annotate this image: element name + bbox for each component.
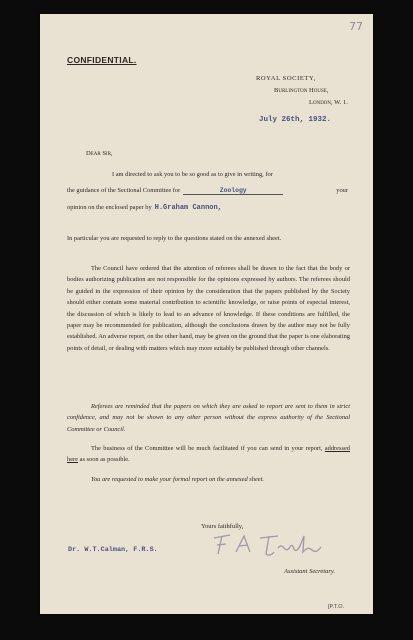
address-city: London, W. 1. (309, 99, 348, 106)
paragraph-business-end: as soon as possible. (79, 456, 130, 464)
handwritten-signature (208, 530, 338, 560)
pencil-reference-number: 77 (349, 20, 363, 33)
address-org: ROYAL SOCIETY, (256, 75, 316, 82)
author-field: H.Graham Cannon, (154, 204, 222, 212)
intro-line-3-text: opinion on the enclosed paper by (67, 204, 152, 211)
paragraph-business (67, 443, 350, 466)
paragraph-confidence: Referees are reminded that the papers on which they are asked to report are sent to them in strict confidence, and may not be shown to any other person without the express authority of the Sectional Committee or Council. (67, 403, 350, 433)
address-street: Burlington House, (274, 87, 329, 94)
intro-line-2-end: your (336, 187, 348, 194)
sender-address (256, 73, 348, 109)
signatory-title: Assistant Secretary. (284, 568, 336, 575)
confidential-heading: CONFIDENTIAL. (67, 55, 137, 65)
committee-field: Zoology (183, 187, 283, 195)
paragraph-questions: In particular you are requested to reply to the questions stated on the annexed sheet. (67, 235, 282, 242)
intro-line-2 (67, 187, 350, 195)
please-turn-over: [P.T.O. (328, 604, 345, 610)
letter-sheet (40, 14, 373, 614)
intro-line-2-start: the guidance of the Sectional Committee for (67, 187, 181, 194)
paragraph-business-start: The business of the Committee will be much facilitated if you can send in your report, (91, 445, 323, 452)
intro-line-3 (67, 204, 222, 212)
paragraph-council: The Council have ordered that the attention of referees shall be drawn to the fact that the body or bodies authorizing publication are not responsible for the opinions expressed by authors. The referees should be guided in the expression of their opinion by the consideration that the papers published by the Society should either contain some material contribution to scientific knowledge, or raise points of especial interest, the discussion of which is likely to lead to an advance of knowledge. If these conditions are fulfilled, the paper may be recommended for publication, although the conclusions drawn by the author may not be fully established. An adverse report, on the other hand, may be given on the ground that the paper is one elaborating points of detail, or dealing with matters which may more suitably be published through other channels. (67, 265, 350, 352)
addressed-here-text: addressed here (67, 445, 350, 464)
addressee: Dr. W.T.Calman, F.R.S. (68, 546, 158, 554)
letter-date: July 26th, 1932. (259, 116, 332, 124)
paragraph-formal-report: You are requested to make your formal report on the annexed sheet. (91, 476, 264, 483)
intro-line-1: I am directed to ask you to be so good as to give in writing, for (112, 171, 273, 178)
closing: Yours faithfully, (201, 523, 244, 530)
salutation: Dear Sir, (86, 150, 113, 157)
